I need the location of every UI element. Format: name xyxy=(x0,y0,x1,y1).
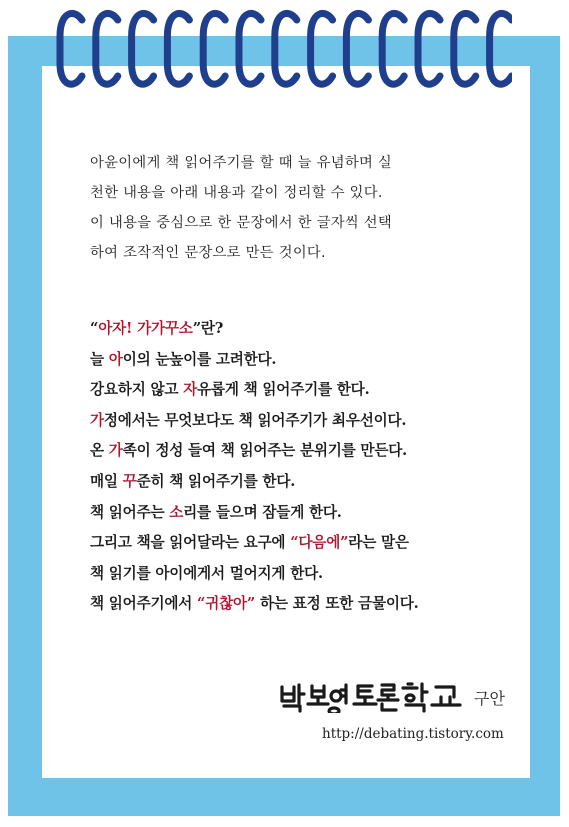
highlight-text: 소 xyxy=(169,503,184,521)
highlight-text: 가 xyxy=(90,411,104,429)
spiral-ring xyxy=(239,13,261,84)
line-text: “ xyxy=(90,320,99,337)
blog-url: http://debating.tistory.com xyxy=(322,726,504,742)
spiral-ring xyxy=(346,13,368,84)
line-text: 책 읽어주는 xyxy=(90,503,170,521)
line-text: 책 읽어주기에서 xyxy=(90,595,198,613)
intro-line: 이 내용을 중심으로 한 문장에서 한 글자씩 선택 xyxy=(90,215,393,231)
spiral-ring xyxy=(454,13,476,84)
acrostic-line xyxy=(90,436,510,467)
line-text: 라는 말은 xyxy=(348,534,409,552)
line-text: 그리고 책을 읽어달라는 요구에 xyxy=(90,534,291,552)
line-text: 족이 정성 들여 책 읽어주는 분위기를 만든다. xyxy=(122,442,408,460)
highlight-text: 아 xyxy=(108,350,123,368)
acrostic-line xyxy=(90,406,510,437)
intro-line: 천한 내용을 아래 내용과 같이 정리할 수 있다. xyxy=(90,185,383,201)
line-text: 준히 책 읽어주기를 한다. xyxy=(136,472,296,490)
line-text: 이의 눈높이를 고려한다. xyxy=(122,350,277,368)
line-text: 늘 xyxy=(90,350,109,368)
acrostic-line xyxy=(90,498,510,529)
highlight-text: “귀찮아” xyxy=(197,595,256,613)
acrostic-line xyxy=(90,467,510,498)
acrostic-line xyxy=(90,589,510,620)
spiral-ring xyxy=(132,13,154,84)
signature-suffix: 구안 xyxy=(474,688,505,708)
signature xyxy=(278,681,505,713)
intro-paragraph xyxy=(90,148,490,268)
spiral-ring xyxy=(96,13,118,84)
line-text: 책 읽기를 아이에게서 멀어지게 한다. xyxy=(90,564,323,582)
highlight-text: 꾸 xyxy=(122,472,137,490)
spiral-ring xyxy=(275,13,297,84)
highlight-text: “다음에” xyxy=(290,534,349,552)
line-text: 유롭게 책 읽어주기를 한다. xyxy=(197,381,370,399)
acrostic-line xyxy=(90,528,510,559)
acrostic-line xyxy=(90,375,510,406)
line-text: 온 xyxy=(90,442,109,460)
line-text: ”란? xyxy=(192,320,224,337)
spiral-ring xyxy=(167,13,189,84)
spiral-ring xyxy=(60,13,82,84)
acrostic-line xyxy=(90,314,510,345)
calligraphy-signature xyxy=(278,681,468,713)
intro-line: 아윤이에게 책 읽어주기를 할 때 늘 유념하며 실 xyxy=(90,155,393,171)
acrostic-line xyxy=(90,559,510,590)
spiral-ring xyxy=(418,13,440,84)
spiral-ring xyxy=(490,13,512,84)
acrostic-list xyxy=(90,314,510,620)
highlight-text: 자 xyxy=(183,381,198,399)
line-text: 정에서는 무엇보다도 책 읽어주기가 최우선이다. xyxy=(103,411,407,429)
highlight-text: 가 xyxy=(108,442,123,460)
spiral-rings xyxy=(52,6,512,92)
spiral-ring xyxy=(203,13,225,84)
intro-line: 하여 조작적인 문장으로 만든 것이다. xyxy=(90,245,326,261)
line-text: 리를 들으며 잠들게 한다. xyxy=(183,503,342,521)
spiral-ring xyxy=(311,13,333,84)
line-text: 강요하지 않고 xyxy=(90,381,184,399)
acrostic-line xyxy=(90,345,510,376)
line-text: 하는 표정 또한 금물이다. xyxy=(255,595,419,613)
highlight-text: 아자! 가가꾸소 xyxy=(98,320,193,337)
spiral-ring xyxy=(382,13,404,84)
line-text: 매일 xyxy=(90,472,123,490)
